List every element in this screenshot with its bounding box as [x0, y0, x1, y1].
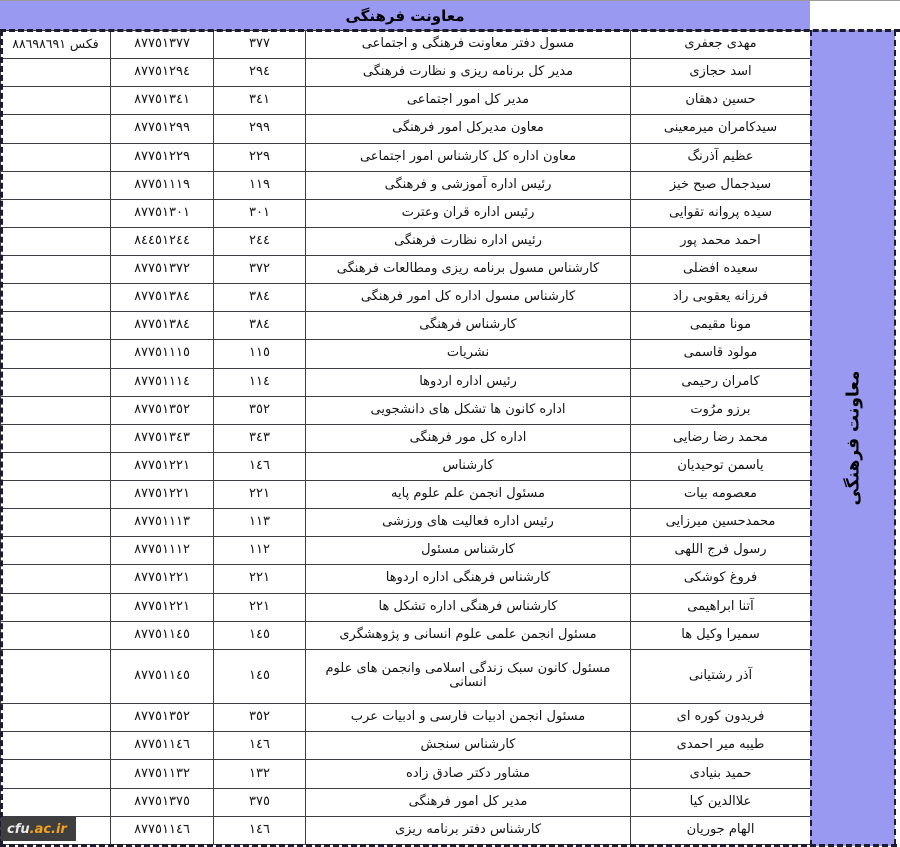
- name-cell: فریدون کوره ای: [631, 704, 811, 732]
- fax-cell: [1, 481, 111, 509]
- name-cell: علاالدین کیا: [631, 788, 811, 816]
- extension-cell: ١٣٢: [214, 760, 306, 788]
- contacts-table-body: [1, 31, 811, 845]
- name-cell: سمیرا وکیل ها: [631, 621, 811, 649]
- contact-row: [1, 732, 811, 760]
- phone-cell: ٨٧٧٥١٣٥٢: [111, 396, 214, 424]
- title-cell: مسئول انجمن علمی علوم انسانی و پژوهشگری: [306, 621, 631, 649]
- name-cell: سعیده افضلی: [631, 256, 811, 284]
- extension-cell: ١٤٦: [214, 732, 306, 760]
- title-cell: مدیر کل امور فرهنگی: [306, 788, 631, 816]
- contact-row: [1, 312, 811, 340]
- fax-cell: [1, 227, 111, 255]
- title-cell: نشریات: [306, 340, 631, 368]
- contact-row: [1, 788, 811, 816]
- fax-cell: [1, 704, 111, 732]
- fax-cell: [1, 452, 111, 480]
- fax-cell: [1, 143, 111, 171]
- phone-cell: ٨٧٧٥١١١٣: [111, 509, 214, 537]
- extension-cell: ٣٧٢: [214, 256, 306, 284]
- title-cell: اداره کانون ها تشکل های دانشجویی: [306, 396, 631, 424]
- extension-cell: ١٤٦: [214, 816, 306, 844]
- contacts-table: [0, 30, 811, 845]
- contact-row: [1, 621, 811, 649]
- name-cell: احمد محمد پور: [631, 227, 811, 255]
- phone-cell: ٨٧٧٥١١٤٥: [111, 649, 214, 703]
- phone-cell: ٨٧٧٥١٢٢١: [111, 593, 214, 621]
- contact-row: [1, 171, 811, 199]
- phone-cell: ٨٤٤٥١٢٤٤: [111, 227, 214, 255]
- extension-cell: ١٤٥: [214, 621, 306, 649]
- fax-cell: [1, 59, 111, 87]
- extension-cell: ١٤٥: [214, 649, 306, 703]
- extension-cell: ٢٤٤: [214, 227, 306, 255]
- phone-cell: ٨٧٧٥١١١٩: [111, 171, 214, 199]
- name-cell: محمدحسین میرزایی: [631, 509, 811, 537]
- name-cell: برزو مرُوت: [631, 396, 811, 424]
- title-cell: مسئول کانون سبک زندگی اسلامی وانجمن های علوم انسانی: [306, 649, 631, 703]
- contact-row: [1, 537, 811, 565]
- extension-cell: ٣٨٤: [214, 312, 306, 340]
- fax-cell: [1, 649, 111, 703]
- phone-cell: ٨٧٧٥١٢٩٩: [111, 115, 214, 143]
- name-cell: آذر رشتیانی: [631, 649, 811, 703]
- extension-cell: ٣٧٧: [214, 31, 306, 59]
- title-cell: کارشناس مسول برنامه ریزی ومطالعات فرهنگی: [306, 256, 631, 284]
- contact-row: [1, 368, 811, 396]
- name-cell: رسول فرج اللهی: [631, 537, 811, 565]
- extension-cell: ٢٢١: [214, 481, 306, 509]
- title-cell: رئیس اداره اردوها: [306, 368, 631, 396]
- name-cell: مولود قاسمی: [631, 340, 811, 368]
- name-cell: فروغ کوشکی: [631, 565, 811, 593]
- contact-row: [1, 284, 811, 312]
- name-cell: حسین دهقان: [631, 87, 811, 115]
- page-break-line-top: [0, 29, 900, 32]
- title-cell: معاون مدیرکل امور فرهنگی: [306, 115, 631, 143]
- contact-row: [1, 452, 811, 480]
- contact-row: [1, 227, 811, 255]
- extension-cell: ٣٤٣: [214, 424, 306, 452]
- title-cell: مسئول انجمن علم علوم پایه: [306, 481, 631, 509]
- contact-row: [1, 256, 811, 284]
- phone-cell: ٨٧٧٥١١٣٢: [111, 760, 214, 788]
- watermark-suffix: .ac.ir: [29, 821, 67, 837]
- contact-row: [1, 87, 811, 115]
- contact-row: [1, 199, 811, 227]
- phone-cell: ٨٧٧٥١١١٤: [111, 368, 214, 396]
- phone-cell: ٨٧٧٥١٢٩٤: [111, 59, 214, 87]
- name-cell: حمید بنیادی: [631, 760, 811, 788]
- phone-cell: ٨٧٧٥١٣٧٢: [111, 256, 214, 284]
- phone-cell: ٨٧٧٥١٢٢١: [111, 481, 214, 509]
- fax-cell: [1, 424, 111, 452]
- contact-row: [1, 31, 811, 59]
- title-cell: کارشناس مسئول: [306, 537, 631, 565]
- contact-row: [1, 565, 811, 593]
- contact-row: [1, 340, 811, 368]
- sidebar-vertical-label: معاونت فرهنگی: [843, 370, 864, 506]
- title-cell: رئیس اداره آموزشی و فرهنگی: [306, 171, 631, 199]
- phone-cell: ٨٧٧٥١١٤٦: [111, 816, 214, 844]
- name-cell: فرزانه یعقوبی راد: [631, 284, 811, 312]
- fax-cell: [1, 87, 111, 115]
- sidebar-band: [810, 30, 895, 846]
- title-cell: کارشناس مسول اداره کل امور فرهنگی: [306, 284, 631, 312]
- phone-cell: ٨٧٧٥١١١٥: [111, 340, 214, 368]
- contact-row: [1, 649, 811, 703]
- title-cell: رئیس اداره قران وعترت: [306, 199, 631, 227]
- contact-row: [1, 424, 811, 452]
- contact-row: [1, 509, 811, 537]
- title-cell: کارشناس فرهنگی اداره تشکل ها: [306, 593, 631, 621]
- contact-row: [1, 59, 811, 87]
- title-cell: مسول دفتر معاونت فرهنگی و اجتماعی: [306, 31, 631, 59]
- fax-cell: [1, 312, 111, 340]
- extension-cell: ٣٤١: [214, 87, 306, 115]
- fax-cell: [1, 171, 111, 199]
- extension-cell: ٣٧٥: [214, 788, 306, 816]
- contact-row: [1, 760, 811, 788]
- fax-cell: [1, 396, 111, 424]
- name-cell: مونا مقیمی: [631, 312, 811, 340]
- title-cell: رئیس اداره نظارت فرهنگی: [306, 227, 631, 255]
- extension-cell: ٢٢١: [214, 565, 306, 593]
- name-cell: معصومه بیات: [631, 481, 811, 509]
- fax-cell: [1, 199, 111, 227]
- title-cell: معاون اداره کل کارشناس امور اجتماعی: [306, 143, 631, 171]
- contact-row: [1, 816, 811, 844]
- name-cell: یاسمن توحیدیان: [631, 452, 811, 480]
- name-cell: سیدکامران میرمعینی: [631, 115, 811, 143]
- extension-cell: ٢٩٤: [214, 59, 306, 87]
- fax-cell: [1, 621, 111, 649]
- name-cell: عظیم آذرنگ: [631, 143, 811, 171]
- name-cell: مهدی جعفری: [631, 31, 811, 59]
- fax-cell: [1, 115, 111, 143]
- extension-cell: ١٤٦: [214, 452, 306, 480]
- title-cell: مدیر کل برنامه ریزی و نظارت فرهنگی: [306, 59, 631, 87]
- extension-cell: ٢٩٩: [214, 115, 306, 143]
- extension-cell: ١١٢: [214, 537, 306, 565]
- phone-cell: ٨٧٧٥١٢٢١: [111, 565, 214, 593]
- phone-cell: ٨٧٧٥١١٤٦: [111, 732, 214, 760]
- fax-cell: [1, 284, 111, 312]
- extension-cell: ٢٢١: [214, 593, 306, 621]
- page-break-line-left: [0, 30, 3, 845]
- phone-cell: ٨٧٧٥١٣٤١: [111, 87, 214, 115]
- phone-cell: ٨٧٧٥١٣٠١: [111, 199, 214, 227]
- extension-cell: ١١٣: [214, 509, 306, 537]
- phone-cell: ٨٧٧٥١١١٢: [111, 537, 214, 565]
- name-cell: سیدجمال صبح خیز: [631, 171, 811, 199]
- extension-cell: ٣٥٢: [214, 396, 306, 424]
- fax-cell: [1, 537, 111, 565]
- extension-cell: ٢٢٩: [214, 143, 306, 171]
- fax-cell: [1, 788, 111, 816]
- title-cell: کارشناس فرهنگی: [306, 312, 631, 340]
- title-cell: مدیر کل امور اجتماعی: [306, 87, 631, 115]
- fax-cell: [1, 368, 111, 396]
- name-cell: کامران رحیمی: [631, 368, 811, 396]
- name-cell: محمد رضا رضایی: [631, 424, 811, 452]
- fax-cell: [1, 760, 111, 788]
- title-cell: کارشناس: [306, 452, 631, 480]
- extension-cell: ١١٩: [214, 171, 306, 199]
- fax-cell: [1, 732, 111, 760]
- phone-cell: ٨٧٧٥١٣٨٤: [111, 284, 214, 312]
- title-cell: مسئول انجمن ادبیات فارسی و ادبیات عرب: [306, 704, 631, 732]
- title-cell: کارشناس سنجش: [306, 732, 631, 760]
- phone-cell: ٨٧٧٥١١٤٥: [111, 621, 214, 649]
- name-cell: اسد حجازی: [631, 59, 811, 87]
- phone-cell: ٨٧٧٥١٣٧٧: [111, 31, 214, 59]
- contact-row: [1, 115, 811, 143]
- fax-cell: [1, 565, 111, 593]
- name-cell: طیبه میر احمدی: [631, 732, 811, 760]
- phone-cell: ٨٧٧٥١٣٧٥: [111, 788, 214, 816]
- contact-row: [1, 396, 811, 424]
- extension-cell: ٣٥٢: [214, 704, 306, 732]
- title-cell: مشاور دکتر صادق زاده: [306, 760, 631, 788]
- phone-cell: ٨٧٧٥١٢٢١: [111, 452, 214, 480]
- fax-cell: [1, 593, 111, 621]
- title-cell: کارشناس دفتر برنامه ریزی: [306, 816, 631, 844]
- title-cell: رئیس اداره فعالیت های ورزشی: [306, 509, 631, 537]
- fax-cell: [1, 256, 111, 284]
- extension-cell: ١١٥: [214, 340, 306, 368]
- contact-row: [1, 143, 811, 171]
- page-break-line-right: [894, 30, 896, 845]
- fax-cell: [1, 340, 111, 368]
- fax-cell: [1, 509, 111, 537]
- contact-row: [1, 481, 811, 509]
- contact-row: [1, 593, 811, 621]
- name-cell: آتنا ابراهیمی: [631, 593, 811, 621]
- phone-cell: ٨٧٧٥١٣٤٣: [111, 424, 214, 452]
- site-watermark: [1, 817, 76, 841]
- page-title-bar: [0, 1, 810, 30]
- watermark-prefix: cfu: [7, 821, 30, 837]
- phone-cell: ٨٧٧٥١٢٢٩: [111, 143, 214, 171]
- title-cell: اداره کل مور فرهنگی: [306, 424, 631, 452]
- name-cell: سیده پروانه تقوایی: [631, 199, 811, 227]
- page-title: معاونت فرهنگی: [345, 6, 465, 25]
- name-cell: الهام جوریان: [631, 816, 811, 844]
- phone-cell: ٨٧٧٥١٣٨٤: [111, 312, 214, 340]
- extension-cell: ٣٠١: [214, 199, 306, 227]
- phone-cell: ٨٧٧٥١٣٥٢: [111, 704, 214, 732]
- extension-cell: ١١٤: [214, 368, 306, 396]
- contact-row: [1, 704, 811, 732]
- extension-cell: ٣٨٤: [214, 284, 306, 312]
- contacts-table-wrap: [0, 30, 810, 845]
- title-cell: کارشناس فرهنگی اداره اردوها: [306, 565, 631, 593]
- fax-cell: فکس ٨٨٦٩٨٦٩١: [1, 31, 111, 59]
